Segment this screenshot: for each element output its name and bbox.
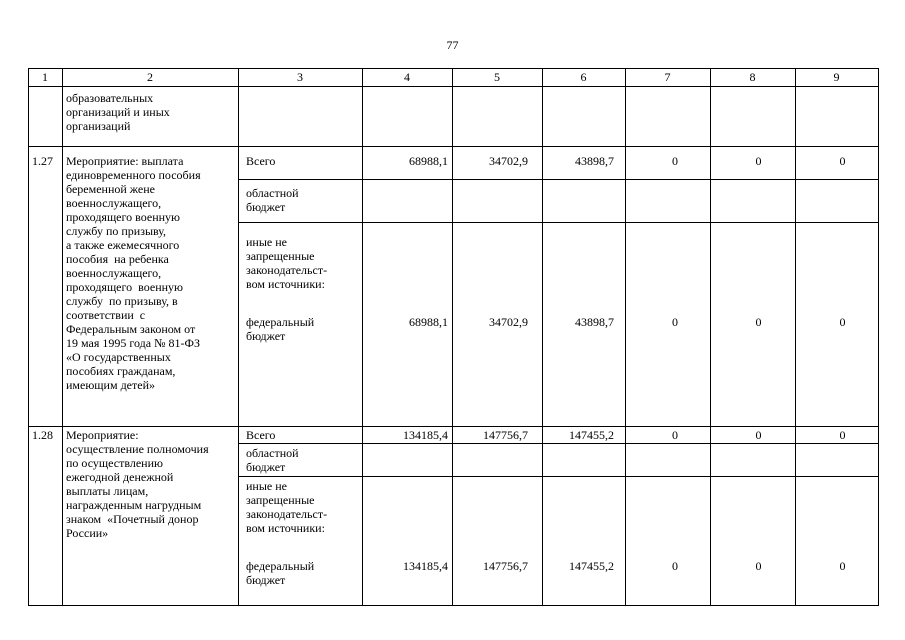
row-127-total-label: Всего: [246, 154, 276, 168]
row-127-federal-col-7: 0: [672, 315, 678, 329]
row-127-federal-col-9: 0: [839, 315, 846, 329]
row-128-regional-label: областной бюджет: [246, 446, 299, 474]
row-127-total-col-6: 43898,7: [575, 154, 614, 168]
header-col-7: 7: [664, 70, 671, 84]
continuation-text: образовательных организаций и иных организаций: [66, 91, 170, 133]
page-number: 77: [446, 38, 459, 52]
row-127-number: 1.27: [32, 154, 53, 168]
row-128-total-col-5: 147756,7: [483, 428, 528, 442]
row-127-federal-label: федеральный бюджет: [246, 315, 315, 343]
row-128-total-label: Всего: [246, 428, 276, 442]
row-128-federal-col-7: 0: [672, 559, 678, 573]
row-128-federal-col-5: 147756,7: [483, 559, 528, 573]
row-128-federal-label: федеральный бюджет: [246, 559, 315, 587]
row-128-other-label: иные не запрещенные законодательст- вом источники:: [246, 479, 328, 535]
row-128-total-col-7: 0: [672, 428, 678, 442]
row-127-total-col-5: 34702,9: [489, 154, 528, 168]
row-127-federal-col-5: 34702,9: [489, 315, 528, 329]
header-col-9: 9: [833, 70, 840, 84]
row-128-total-col-8: 0: [755, 428, 762, 442]
row-127-total-col-7: 0: [672, 154, 678, 168]
row-128-federal-col-6: 147455,2: [569, 559, 614, 573]
row-128-federal-col-4: 134185,4: [403, 559, 448, 573]
row-127-federal-col-4: 68988,1: [409, 315, 448, 329]
header-col-6: 6: [580, 70, 587, 84]
header-col-5: 5: [494, 70, 500, 84]
row-128-total-col-9: 0: [839, 428, 846, 442]
header-col-8: 8: [749, 70, 756, 84]
row-128-federal-col-9: 0: [839, 559, 846, 573]
row-128-description: Мероприятие: осуществление полномочия по осуществлению ежегодной денежной выплаты лицам, награжденным нагрудным знаком «Почетный донор России»: [66, 428, 209, 540]
row-127-federal-col-8: 0: [755, 315, 762, 329]
row-127-total-col-9: 0: [839, 154, 846, 168]
row-127-regional-label: областной бюджет: [246, 186, 299, 214]
row-128-federal-col-8: 0: [755, 559, 762, 573]
row-127-total-col-4: 68988,1: [409, 154, 448, 168]
header-col-4: 4: [404, 70, 410, 84]
row-127-description: Мероприятие: выплата единовременного пособия беременной жене военнослужащего, проходящего военную службу по призыву, а также ежемесячного пособия на ребенка военнослужащего, проходящего военную службу по призыву, в соответствии с Федеральным законом от 19 мая 1995 года № 81-ФЗ «О государственных пособиях гражданам, имеющим детей»: [66, 154, 201, 392]
row-128-number: 1.28: [32, 428, 53, 442]
row-128-total-col-4: 134185,4: [403, 428, 448, 442]
header-col-1: 1: [42, 70, 48, 84]
header-col-3: 3: [297, 70, 303, 84]
row-128-total-col-6: 147455,2: [569, 428, 614, 442]
row-127-total-col-8: 0: [755, 154, 762, 168]
row-127-other-label: иные не запрещенные законодательст- вом источники:: [246, 235, 328, 291]
header-col-2: 2: [147, 70, 153, 84]
row-127-federal-col-6: 43898,7: [575, 315, 614, 329]
